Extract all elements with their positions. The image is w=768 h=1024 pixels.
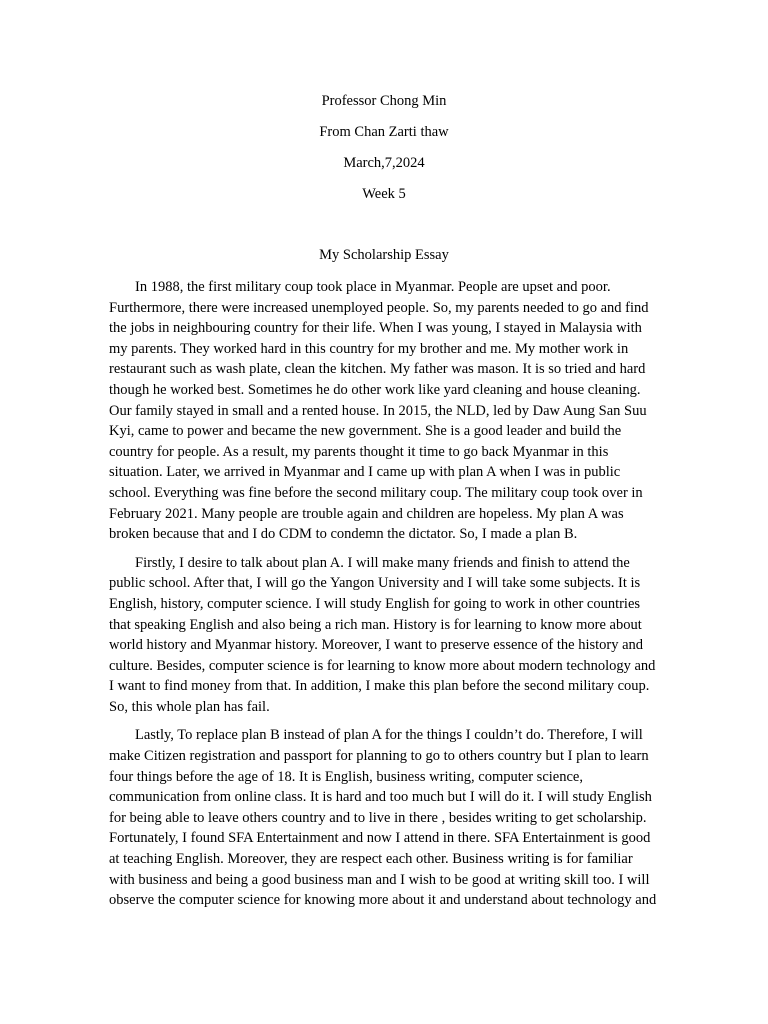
text-line: Furthermore, there were increased unemployed people. So, my parents needed to go and find bbox=[109, 299, 649, 316]
text-line: English, history, computer science. I will study English for going to work in other countries bbox=[109, 595, 641, 612]
text-line: So, this whole plan has fail. bbox=[109, 698, 270, 715]
text-line: restaurant such as wash plate, clean the kitchen. My father was mason. It is so tried and hard bbox=[109, 361, 646, 378]
date: March,7,2024 bbox=[343, 155, 425, 171]
week-label: Week 5 bbox=[362, 186, 406, 202]
paragraph bbox=[109, 725, 683, 910]
text-line: school. Everything was fine before the second military coup. The military coup took over in bbox=[109, 484, 643, 501]
text-line: though he worked best. Sometimes he do other work like yard cleaning and house cleaning. bbox=[109, 381, 641, 398]
text-line: communication from online class. It is hard and too much but I will do it. I will study English bbox=[109, 789, 652, 806]
text-line: make Citizen registration and passport for planning to go to others country but I plan to learn bbox=[109, 748, 649, 765]
text-line: Our family stayed in small and a rented house. In 2015, the NLD, led by Daw Aung San Suu bbox=[109, 402, 647, 419]
professor-name: Professor Chong Min bbox=[321, 93, 447, 109]
text-line: country for people. As a result, my parents thought it time to go back Myanmar in this bbox=[109, 443, 609, 460]
text-line: broken because that and I do CDM to condemn the dictator. So, I made a plan B. bbox=[109, 526, 578, 543]
essay-title: My Scholarship Essay bbox=[319, 247, 449, 263]
text-line: In 1988, the first military coup took place in Myanmar. People are upset and poor. bbox=[135, 279, 611, 295]
text-line: at teaching English. Moreover, they are respect each other. Business writing is for familiar bbox=[109, 851, 633, 868]
paragraph bbox=[109, 277, 683, 545]
text-line: situation. Later, we arrived in Myanmar and I came up with plan A when I was in public bbox=[109, 464, 621, 481]
text-line: observe the computer science for knowing more about it and understand about technology and bbox=[109, 892, 657, 909]
text-line: Kyi, came to power and became the new government. She is a good leader and build the bbox=[109, 423, 622, 440]
paragraph bbox=[109, 553, 683, 718]
text-line: my parents. They worked hard in this country for my brother and me. My mother work in bbox=[109, 340, 629, 357]
author-name: From Chan Zarti thaw bbox=[319, 124, 449, 140]
text-line: February 2021. Many people are trouble again and children are hopeless. My plan A was bbox=[109, 505, 624, 522]
text-line: for being able to leave others country and to live in there , besides writing to get scholarship. bbox=[109, 809, 647, 826]
text-line: Firstly, I desire to talk about plan A. I will make many friends and finish to attend the bbox=[135, 554, 630, 571]
text-line: I want to find money from that. In addition, I make this plan before the second military coup. bbox=[109, 678, 650, 695]
text-line: the jobs in neighbouring country for their life. When I was young, I stayed in Malaysia with bbox=[109, 320, 642, 337]
essay-body bbox=[109, 277, 683, 919]
text-line: culture. Besides, computer science is for learning to know more about modern technology and bbox=[109, 657, 656, 674]
text-line: Lastly, To replace plan B instead of plan A for the things I couldn’t do. Therefore, I will bbox=[135, 727, 643, 744]
text-line: public school. After that, I will go the Yangon University and I will take some subjects. It is bbox=[109, 575, 641, 592]
text-line: that speaking English and also being a rich man. History is for learning to know more about bbox=[109, 616, 642, 633]
text-line: with business and being a good business man and I wish to be good at writing skill too. I will bbox=[109, 871, 650, 888]
text-line: world history and Myanmar history. Moreover, I want to preserve essence of the history and bbox=[109, 637, 644, 654]
text-line: four things before the age of 18. It is English, business writing, computer science, bbox=[109, 768, 583, 785]
text-line: Fortunately, I found SFA Entertainment and now I attend in there. SFA Entertainment is good bbox=[109, 830, 651, 847]
